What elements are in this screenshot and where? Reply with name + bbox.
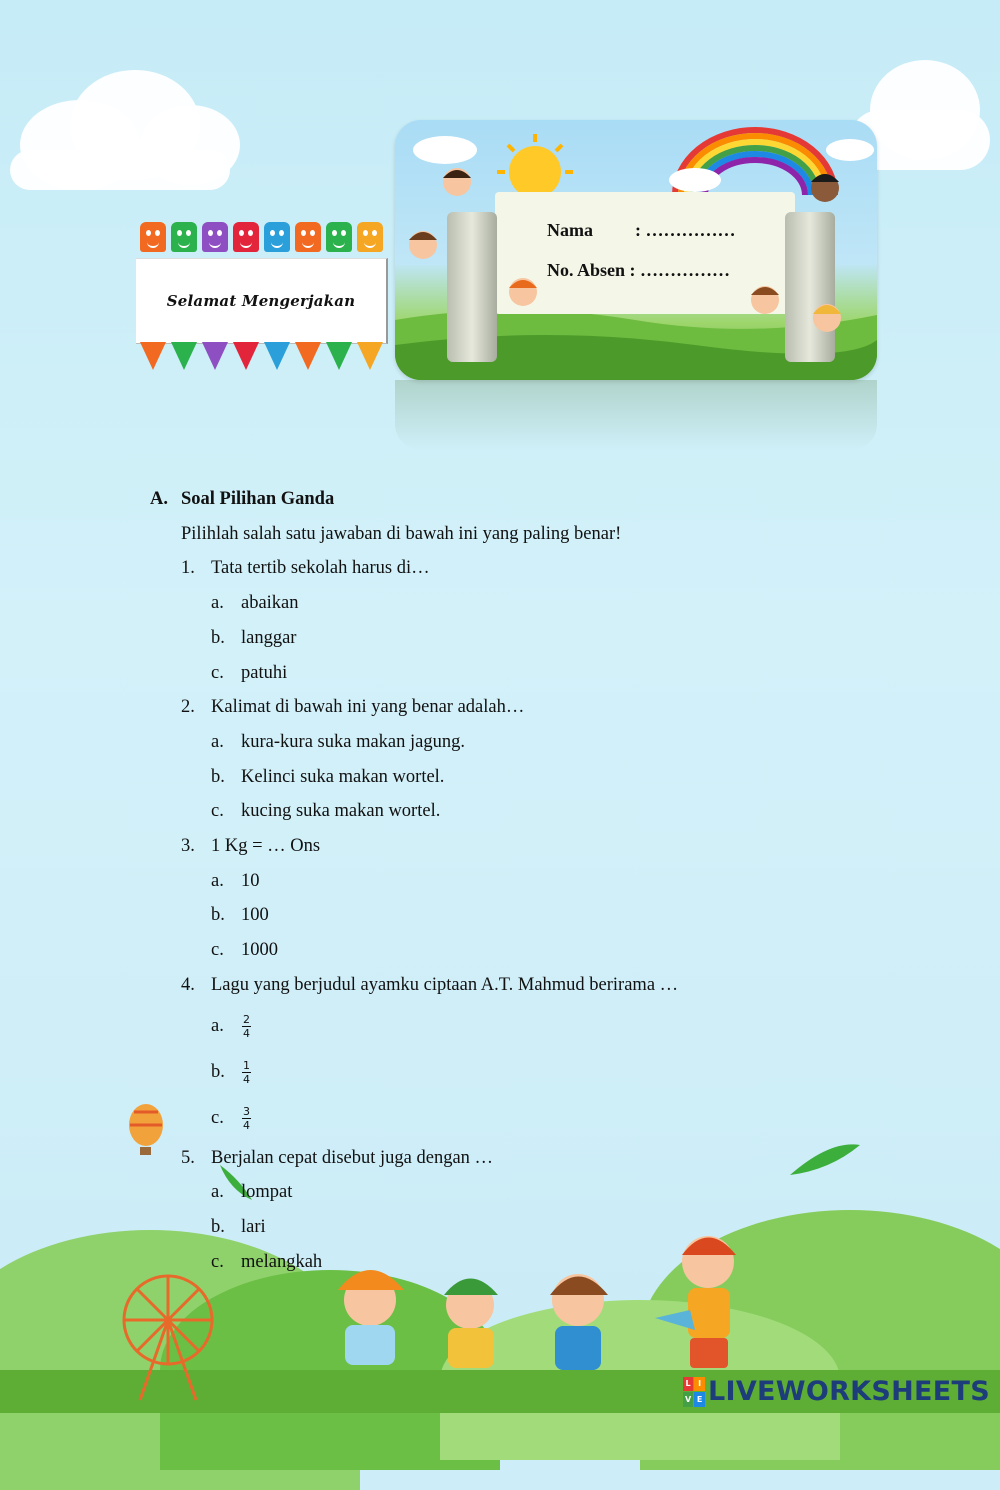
option-3b[interactable] <box>150 898 870 933</box>
option-5c[interactable] <box>150 1245 870 1280</box>
nama-label: Nama <box>547 220 593 240</box>
question-number: 2. <box>181 697 195 718</box>
question-4 <box>150 968 870 1003</box>
question-text: Lagu yang berjudul ayamku ciptaan A.T. Mahmud berirama … <box>211 974 679 995</box>
question-number: 1. <box>181 558 195 579</box>
fraction-denominator: 4 <box>243 1026 250 1040</box>
fraction-numerator: 3 <box>243 1104 250 1118</box>
option-letter: c. <box>211 940 224 961</box>
option-3a[interactable] <box>150 864 870 899</box>
option-letter: c. <box>211 1107 224 1128</box>
question-text: Berjalan cepat disebut juga dengan … <box>211 1147 494 1168</box>
option-1c[interactable] <box>150 656 870 691</box>
option-text: kucing suka makan wortel. <box>241 801 441 822</box>
option-letter: b. <box>211 627 225 648</box>
section-title-text: Soal Pilihan Ganda <box>181 489 335 509</box>
option-text: 100 <box>241 905 269 926</box>
question-text: Tata tertib sekolah harus di… <box>211 558 430 579</box>
question-text: Kalimat di bawah ini yang benar adalah… <box>211 697 525 718</box>
option-fraction <box>242 1013 251 1040</box>
logo-badge-icon <box>683 1377 705 1407</box>
question-number: 3. <box>181 836 195 857</box>
option-2b[interactable] <box>150 760 870 795</box>
option-text: abaikan <box>241 593 299 614</box>
option-1a[interactable] <box>150 586 870 621</box>
question-5 <box>150 1141 870 1176</box>
option-letter: b. <box>211 905 225 926</box>
option-letter: a. <box>211 731 224 752</box>
option-letter: b. <box>211 766 225 787</box>
option-text: lari <box>241 1216 266 1237</box>
option-2c[interactable] <box>150 794 870 829</box>
option-text: 10 <box>241 870 260 891</box>
question-number: 5. <box>181 1147 195 1168</box>
fraction-numerator: 1 <box>243 1058 250 1072</box>
option-text: 1000 <box>241 940 278 961</box>
option-5b[interactable] <box>150 1210 870 1245</box>
option-text: lompat <box>241 1182 293 1203</box>
option-letter: c. <box>211 1251 224 1272</box>
option-letter: a. <box>211 1182 224 1203</box>
liveworksheets-logo[interactable] <box>683 1376 990 1407</box>
option-text: kura-kura suka makan jagung. <box>241 731 465 752</box>
badge-letter: E <box>694 1392 705 1407</box>
option-3c[interactable] <box>150 933 870 968</box>
section-letter: A. <box>150 489 168 509</box>
banner-text: Selamat Mengerjakan <box>166 292 356 310</box>
option-text: langgar <box>241 627 297 648</box>
quiz-content <box>150 482 870 1279</box>
option-1b[interactable] <box>150 621 870 656</box>
option-fraction <box>242 1059 251 1086</box>
option-letter: c. <box>211 662 224 683</box>
option-letter: c. <box>211 801 224 822</box>
fraction-denominator: 4 <box>243 1072 250 1086</box>
option-letter: b. <box>211 1216 225 1237</box>
option-text: patuhi <box>241 662 288 683</box>
option-letter: a. <box>211 870 224 891</box>
question-3 <box>150 829 870 864</box>
nama-value: : …………… <box>635 220 736 240</box>
logo-text: LIVEWORKSHEETS <box>707 1376 990 1407</box>
option-4b[interactable] <box>150 1049 870 1095</box>
fraction-denominator: 4 <box>243 1118 250 1132</box>
question-text: 1 Kg = … Ons <box>211 836 321 857</box>
option-4c[interactable] <box>150 1095 870 1141</box>
instruction: Pilihlah salah satu jawaban di bawah ini yang paling benar! <box>181 523 622 544</box>
absen-value: : …………… <box>629 260 731 280</box>
absen-label: No. Absen <box>547 260 626 280</box>
question-2 <box>150 690 870 725</box>
option-5a[interactable] <box>150 1175 870 1210</box>
section-title <box>150 482 870 517</box>
option-text: melangkah <box>241 1251 323 1272</box>
question-number: 4. <box>181 974 195 995</box>
badge-letter: I <box>694 1377 705 1392</box>
badge-letter: L <box>683 1377 694 1392</box>
badge-letter: V <box>683 1392 694 1407</box>
option-4a[interactable] <box>150 1003 870 1049</box>
option-letter: a. <box>211 1015 224 1036</box>
fraction-numerator: 2 <box>243 1012 250 1026</box>
option-fraction <box>242 1105 251 1132</box>
option-letter: a. <box>211 593 224 614</box>
question-1 <box>150 551 870 586</box>
option-text: Kelinci suka makan wortel. <box>241 766 445 787</box>
ferris-wheel-icon <box>124 1276 212 1400</box>
option-letter: b. <box>211 1061 225 1082</box>
option-2a[interactable] <box>150 725 870 760</box>
